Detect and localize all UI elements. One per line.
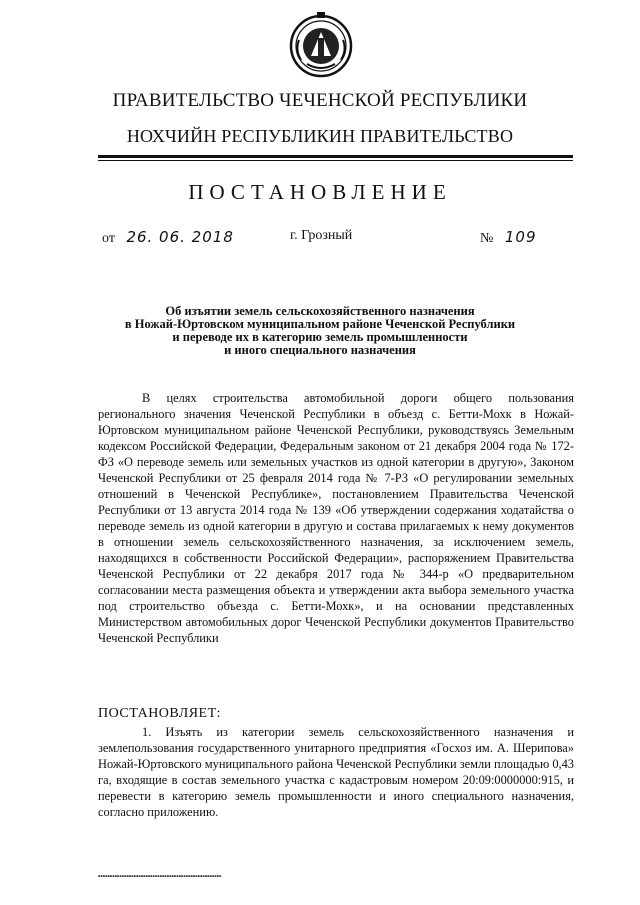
subject-line: в Ножай-Юртовском муниципальном районе Чеченской Республики (124, 317, 516, 331)
subject-line: и иного специального назначения (224, 343, 416, 357)
date-label: от (102, 231, 115, 246)
header-rule-thick (98, 155, 573, 158)
footer-service-mark: ▪▪▪▪▪▪▪▪▪▪▪▪▪▪▪▪▪▪▪▪▪▪▪▪▪▪▪▪▪▪▪▪▪▪▪▪▪▪▪▪▪▪▪▪▪▪▪▪▪▪▪▪ (98, 874, 222, 878)
decree-heading: ПОСТАНОВЛЯЕТ: (98, 706, 222, 721)
number-label: № (480, 231, 494, 246)
header-rule-thin (98, 160, 573, 161)
date-value: 26. 06. 2018 (126, 228, 234, 246)
document-type: ПОСТАНОВЛЕНИЕ (188, 180, 452, 204)
government-name-ce: НОХЧИЙН РЕСПУБЛИКИН ПРАВИТЕЛЬСТВО (126, 126, 514, 146)
preamble-paragraph: В целях строительства автомобильной дороги общего пользования регионального значения Чеченской Республики в объезд с. Бетти-Мохк в Ножай-Юртовском муниципальном районе Чеченской Республики, руководствуясь Земельным кодексом Российской Федерации, Федеральным законом от 21 декабря 2004 года № 172-ФЗ «О переводе земель или земельных участков из одной категории в другую», Законом Чеченской Республики от 25 февраля 2014 года № 7-РЗ «О регулировании земельных отношений в Чеченской Республике», постановлением Правительства Чеченской Республики от 13 августа 2014 года № 139 «Об утверждении содержания ходатайства о переводе земель из одной категории в другую и состава прилагаемых к нему документов в отношении земель сельскохозяйственного назначения, за исключением земель, находящихся в собственности Российской Федерации», распоряжением Правительства Чеченской Республики от 22 декабря 2017 года № 344-р «О предварительном согласовании места размещения объекта и утверждении акта выбора земельного участка под строительство объезда с. Бетти-Мохк», и на основании представленных Министерством автомобильных дорог Чеченской Республики документов Правительство Чеченской Республики (98, 391, 574, 645)
city: г. Грозный (290, 228, 353, 243)
subject-line: и переводе их в категорию земель промышленности (172, 330, 468, 344)
number-field (480, 228, 537, 247)
document-subject (70, 305, 570, 357)
coat-of-arms-icon (289, 10, 353, 84)
decree-item-1: 1. Изъять из категории земель сельскохозяйственного назначения и землепользования государственного унитарного предприятия «Госхоз им. А. Шерипова» Ножай-Юртовского муниципального района Чеченской Республики земли площадью 0,43 га, входящие в состав земельного участка с кадастровым номером 20:09:0000000:915, и перевести в категорию земель промышленности и иного специального назначения, согласно приложению. (98, 725, 574, 819)
date-field (102, 228, 234, 247)
subject-line: Об изъятии земель сельскохозяйственного назначения (165, 304, 475, 318)
government-name-ru: ПРАВИТЕЛЬСТВО ЧЕЧЕНСКОЙ РЕСПУБЛИКИ (112, 90, 528, 111)
number-value: 109 (504, 228, 537, 246)
